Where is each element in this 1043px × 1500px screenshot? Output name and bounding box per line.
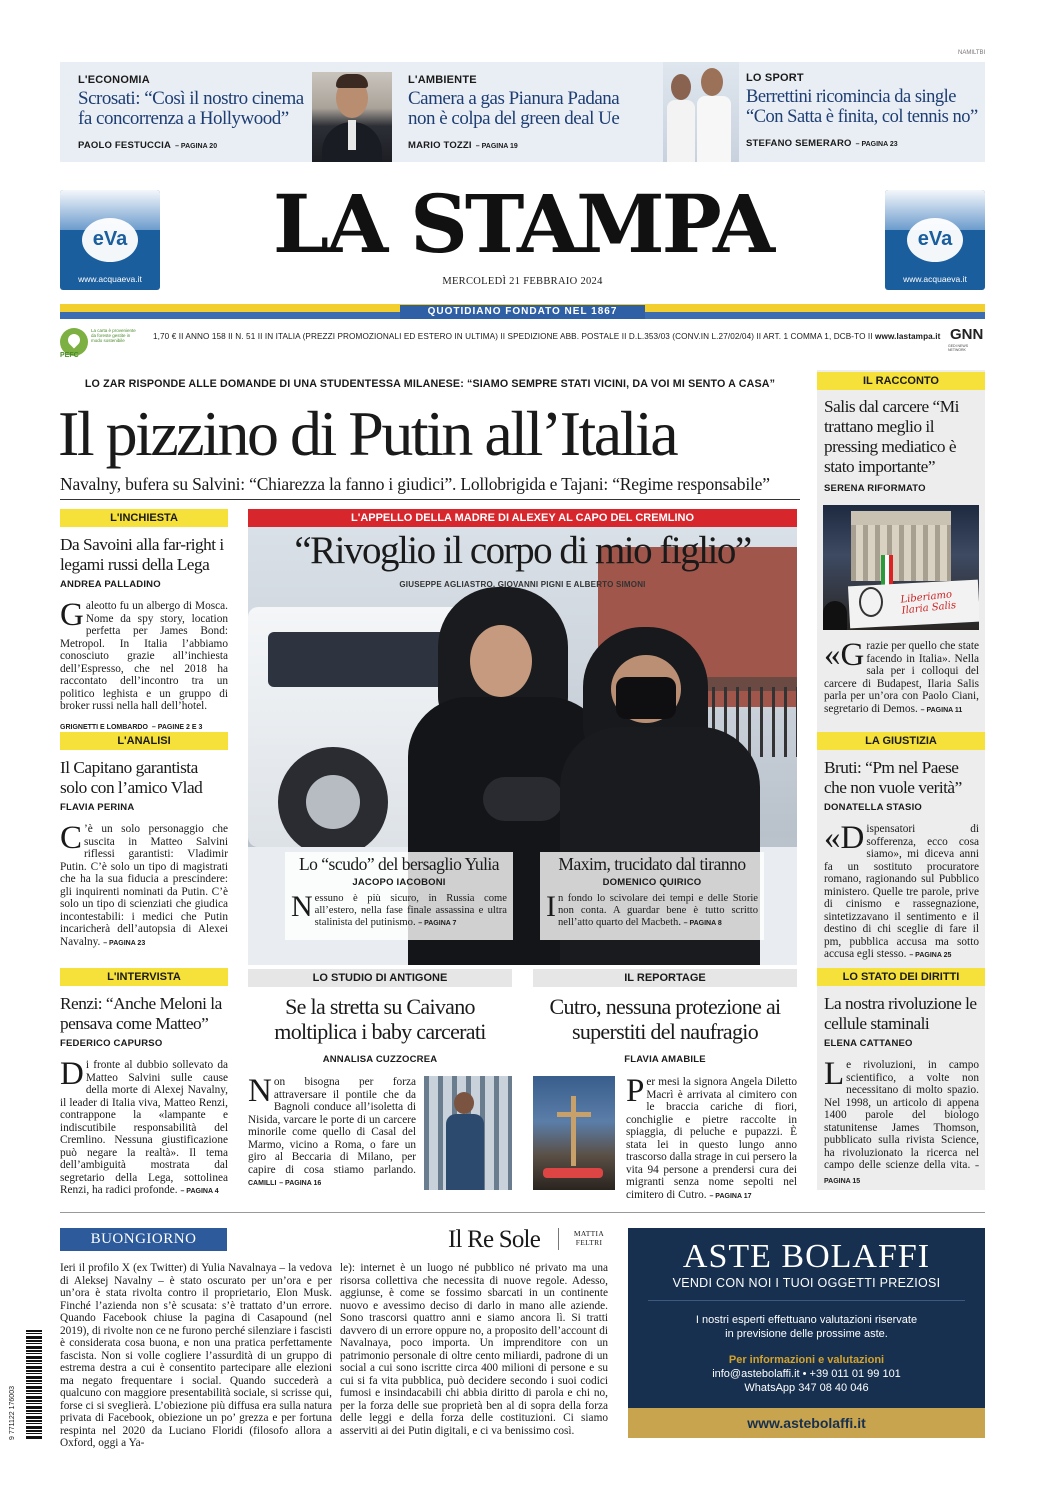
photo-youth-prison [424, 1076, 512, 1190]
teaser-page: – PAGINA 19 [475, 143, 518, 150]
article-title: Salis dal carcere “Mi trattano meglio il pressing mediatico è stato importante” [824, 397, 959, 476]
sub-title: Maxim, trucidato dal tiranno [558, 854, 746, 874]
article-cutro[interactable] [533, 969, 797, 1065]
teaser-author: PAOLO FESTUCCIA [78, 140, 172, 151]
teaser-section: L'ECONOMIA [78, 74, 150, 86]
eva-logo: eVa [92, 228, 128, 250]
edition-code: NAMILTBI [958, 50, 986, 56]
article-racconto[interactable] [817, 372, 985, 494]
pefc-note: La carta è proveniente da foreste gestite in modo sostenibile [91, 328, 136, 343]
drop-cap: «D [824, 820, 865, 856]
feature-quote[interactable]: “Rivoglio il corpo di mio figlio” [294, 529, 751, 572]
feature-banner: L'APPELLO DELLA MADRE DI ALEXEY AL CAPO DEL CREMLINO [248, 509, 797, 527]
article-antigone[interactable] [248, 969, 512, 1065]
article-page: – PAGINE 2 E 3 [151, 723, 203, 731]
buongiorno-author: MATTIA FELTRI [573, 1229, 605, 1247]
article-body: er mesi la signora Angela Diletto Macrì è arrivata al cimitero con le braccia cariche di fiori, conchiglie e pietre raccolte in spiaggia, di peluche e pupazzi. È stata lei in questo lungo anno trascorso dalla strage in cui persero la vita 94 persone a prendersi cura dei migranti senza nome sepolti nel cimitero di Cutro. [626, 1076, 797, 1201]
buongiorno-col1: Ieri il profilo X (ex Twitter) di Yulia Navalnaya – la vedova di Aleksej Navalny – è stato oscurato per un’ora e per un’ora è stata rivolta contro il proprietario, Elon Musk. Finché l’azienda non s’è scusata: s’è trattato d’un errore. Quando Facebook chiuse la pagina di Casapound (nel 2019), di rivolte non ce ne furono perché silenziare i fascisti è considerata cosa buona, e non una pratica perfettamente fascista. Non si volle cogliere l’assurdità di un gruppo di estrema destra a cui è consentito partecipare alle elezioni ma negato frequentare i social. Quando succederà a qualcuno con maggiore presentabilità sociale, si scrisse qui, forse ci si sveglierà. L’obiezione più diffusa era sulla natura privata di Facebook, obiezione un po’ grezza e per fortuna respinta nel 2020 da Luciano Floridi (filosofo allora a Oxford, oggi a Ya- [60, 1262, 332, 1449]
article-title: Bruti: “Pm nel Paese che non vuole verità” [824, 758, 962, 797]
info-bar [60, 326, 985, 362]
article-body: on bisogna per forza attraversare il pontile che da Bagnoli conduce all’isoletta di Nisida, varcare le porte di un carcere minorile come quello di Casal del Marmo, vicino a Roma, o fare un giro al Beccaria di Milano, per capire di cosa stiamo parlando. [248, 1076, 416, 1176]
article-antigone-body [248, 1073, 416, 1191]
teaser-economia[interactable] [78, 74, 310, 153]
article-diritti[interactable] [817, 968, 985, 1188]
teaser-title: Berrettini ricomincia da single “Con Satta è finita, col tennis no” [746, 87, 978, 127]
drop-cap: N [291, 890, 313, 923]
section-tag: LO STATO DEI DIRITTI [817, 968, 985, 986]
headline-subtitle: Navalny, bufera su Salvini: “Chiarezza la fanno i giudici”. Lollobrigida e Tajani: “Regime responsabile” [60, 474, 770, 494]
article-body: ispensatori di sofferenza, ecco cosa siamo», mi diceva anni fa un sostituto procuratore romano, ragionando sul Pubblico ministero. Quelle tre parole, prive di cinismo e rassegnazione, sintetizzavano il sentimento e il destino di chi sceglie di fare il pm, pubblica accusa ma sotto accusa egli stesso. [824, 823, 979, 960]
protest-banner-text: Liberiamo Ilaria Salis [900, 589, 957, 617]
article-title: Cutro, nessuna protezione ai superstiti del naufragio [549, 994, 781, 1044]
bolaffi-text2: in previsione delle prossime aste. [725, 1328, 888, 1340]
article-title: Se la stretta su Caivano moltiplica i baby carcerati [274, 994, 486, 1044]
article-credit: CAMILLI [248, 1180, 277, 1187]
bolaffi-subtitle: VENDI CON NOI I TUOI OGGETTI PREZIOSI [672, 1276, 941, 1290]
teaser-section: LO SPORT [746, 72, 804, 84]
photo-berrettini [663, 62, 739, 162]
article-author: FLAVIA AMABILE [624, 1054, 706, 1065]
section-tag: L'ANALISI [60, 732, 228, 750]
buongiorno-tag: BUONGIORNO [60, 1228, 227, 1251]
drop-cap: N [248, 1073, 272, 1109]
eva-logo: eVa [917, 228, 953, 250]
article-page: – PAGINA 4 [180, 1188, 219, 1195]
drop-cap: G [60, 597, 84, 633]
buongiorno-col2: le): internet è un luogo né pubblico né privato ma una risorsa collettiva che necessita di nuove regole. Adesso, aggiunse, è come se fossimo sbarcati in un continente nuovo e avessimo deciso di darlo in mano alle aziende. Sono trascorsi quattro anni e siamo ancora lì. Si tratti davvero di un errore oppure no, a proposito dell’account di Navalnaya, poco importa. Un imprenditore con un patrimonio personale di oltre cento miliardi, padrone di un social a cui sono iscritte circa 400 milioni di persone e su cui si fa vita pubblica, può decidere secondo i suoi codici fumosi e insindacabili chi abbia diritto di parola e chi no, per la forza delle sue proprietà ben al di sopra della forza delle leggi e della forza delle costituzioni. Ci siamo asserviti ai dei Putin digitali, e ci va benissimo così. [340, 1262, 608, 1437]
gnn-logo: GNN [950, 326, 984, 343]
article-page: – PAGINA 17 [709, 1192, 752, 1200]
founded-banner: QUOTIDIANO FONDATO NEL 1867 [400, 305, 645, 319]
photo-salis-protest [823, 505, 979, 630]
article-title: Renzi: “Anche Meloni la pensava come Matteo” [60, 994, 222, 1033]
ad-aste-bolaffi[interactable] [628, 1228, 985, 1438]
divider [648, 1300, 965, 1301]
portrait-photo-scrosati [312, 72, 392, 162]
article-body: e rivoluzioni, in campo scientifico, a volte non necessitano di molto spazio. Nel 1998, un articolo di appena 1400 parole del biologo statunitense James Thomson, pubblicato sulla rivista Science, ha rivoluzionato la ricerca nel campo delle scienze della vita. [824, 1059, 979, 1171]
feature-authors: GIUSEPPE AGLIASTRO, GIOVANNI PIGNI E ALBERTO SIMONI [399, 580, 646, 589]
eva-url: www.acquaeva.it [78, 274, 142, 284]
bolaffi-url[interactable]: www.astebolaffi.it [628, 1408, 985, 1438]
bolaffi-whatsapp[interactable]: WhatsApp 347 08 40 046 [744, 1382, 869, 1394]
lastampa-link[interactable]: www.lastampa.it [875, 332, 941, 341]
article-giustizia[interactable] [817, 732, 985, 963]
article-author: ELENA CATTANEO [824, 1038, 913, 1049]
article-title: Il Capitano garantista solo con l’amico Vlad [60, 758, 203, 797]
article-author: FEDERICO CAPURSO [60, 1038, 163, 1049]
teaser-author: STEFANO SEMERARO [746, 138, 852, 149]
sub-author: DOMENICO QUIRICO [602, 877, 702, 888]
headline-title[interactable]: Il pizzino di Putin all’Italia [58, 398, 677, 469]
section-tag: L'INCHIESTA [60, 509, 228, 527]
section-tag: IL REPORTAGE [533, 969, 797, 987]
article-body: aleotto fu un albergo di Mosca. Nome da spy story, location perfetta per James Bond: Metropol. In Italia l’abbiamo conosciuto grazie all’inchiesta dell’Espresso, che nel 2018 ha raccontato dell’incontro tra un politico leghista e un gruppo di broker russi nella hall dell’hotel. [60, 600, 228, 712]
teaser-title: Scrosati: “Così il nostro cinema fa concorrenza a Hollywood” [78, 88, 304, 129]
masthead-title: LA STAMPA [272, 177, 773, 271]
ad-eva-right[interactable] [885, 190, 985, 290]
section-tag: LO STUDIO DI ANTIGONE [248, 969, 512, 987]
section-tag: LA GIUSTIZIA [817, 732, 985, 750]
issue-details-text: 1,70 € II ANNO 158 II N. 51 II IN ITALIA (PREZZI PROMOZIONALI ED ESTERO IN ULTIMA) II SPEDIZIONE ABB. POSTALE II D.L.353/03 (CONV.IN L.27/02/04) II ART. 1 COMMA 1, DCB-TO II [153, 332, 873, 341]
article-racconto-body [824, 637, 979, 717]
sub-body: n fondo lo scivolare dei tempi e delle Storie non conta. A guardar bene è tutto scritto nell’atto quarto del Macbeth. [558, 893, 758, 928]
sub-page: – PAGINA 8 [683, 920, 722, 927]
article-author: ANNALISA CUZZOCREA [322, 1054, 438, 1065]
sub-author: JACOPO IACOBONI [352, 877, 446, 888]
divider [60, 499, 800, 500]
teaser-ambiente[interactable] [408, 74, 648, 153]
barcode-number: 9 771122 176003 [9, 1386, 16, 1440]
top-teaser-bar [60, 62, 985, 162]
headline-kicker: LO ZAR RISPONDE ALLE DOMANDE DI UNA STUDENTESSA MILANESE: “SIAMO SEMPRE STATI VICINI, DA VOI MI SENTO A CASA” [84, 378, 776, 390]
teaser-author: MARIO TOZZI [408, 140, 472, 151]
drop-cap: D [60, 1056, 84, 1092]
section-tag: L'INTERVISTA [60, 968, 228, 986]
article-page: – PAGINA 15 [824, 1163, 979, 1185]
article-author: DONATELLA STASIO [824, 802, 923, 813]
sub-title: Lo “scudo” del bersaglio Yulia [298, 854, 500, 874]
article-author: ANDREA PALLADINO [60, 579, 161, 590]
article-page: – PAGINA 23 [103, 939, 146, 947]
article-inchiesta[interactable] [60, 509, 228, 734]
sub-article-maxim[interactable] [540, 852, 764, 940]
ad-eva-left[interactable] [60, 190, 160, 290]
teaser-page: – PAGINA 23 [855, 141, 898, 148]
article-body: razie per quello che state facendo in Italia». Nella sala per i colloqui del carcere di Budapest, Ilaria Salis parla per un’ora con Paolo Ciani, segretario di Demos. [824, 640, 979, 715]
masthead-date: MERCOLEDÌ 21 FEBBRAIO 2024 [442, 276, 603, 287]
teaser-section: L'AMBIENTE [408, 74, 477, 86]
sub-article-yulia[interactable] [285, 852, 513, 940]
teaser-title: Camera a gas Pianura Padana non è colpa del green deal Ue [408, 88, 620, 129]
bolaffi-contact[interactable]: info@astebolaffi.it • +39 011 01 99 101 [712, 1368, 901, 1380]
teaser-sport[interactable] [746, 72, 984, 151]
article-title: La nostra rivoluzione le cellule staminali [824, 994, 977, 1033]
teaser-page: – PAGINA 20 [175, 143, 218, 150]
article-body: ’è un solo personaggio che suscita in Matteo Salvini riflessi garantisti: Vladimir Putin. C’è solo un tipo di magistrati che ha la sua fiducia a prescindere: gli inquirenti nominati da Putin. C’è solo un tipo di scienziati che giudica incontestabili: i medici che Putin incaricherà dell’autopsia di Alexei Navalny. [60, 823, 228, 948]
drop-cap-letter: G [840, 637, 865, 673]
drop-cap: P [626, 1073, 645, 1109]
divider [60, 1212, 985, 1213]
sub-body: essuno è più sicuro, in Russia come all’estero, nella fase finale assassina e ultra stalinista del putinismo. [314, 893, 507, 928]
drop-cap-letter: D [840, 820, 865, 856]
drop-cap: C [60, 820, 83, 856]
article-author: SERENA RIFORMATO [824, 483, 926, 494]
bolaffi-info-label: Per informazioni e valutazioni [728, 1354, 885, 1366]
article-page: – PAGINA 25 [909, 952, 952, 959]
gnn-sub: GEDI NEWS NETWORK [948, 344, 969, 352]
bolaffi-text1: I nostri esperti effettuano valutazioni riservate [695, 1314, 918, 1326]
issue-details [153, 332, 940, 341]
barcode [26, 1330, 42, 1440]
article-cutro-body [626, 1073, 797, 1203]
bolaffi-title: ASTE BOLAFFI [682, 1238, 931, 1275]
article-page: – PAGINA 16 [279, 1180, 322, 1187]
article-intervista[interactable] [60, 968, 228, 1199]
article-analisi[interactable] [60, 732, 228, 950]
article-body: i fronte al dubbio sollevato da Matteo Salvini sulle cause della morte di Alexej Navalny, il leader di Italia viva, Matteo Renzi, contrappone la «lampante e indiscutibile responsabilità del Cremlino. Nessuna giustificazione può negare la realtà». Il tema dell’ambiguità mostrata dal segretario della Lega, sottolinea Renzi, ha radici profonde. [60, 1059, 228, 1196]
divider [558, 1228, 559, 1250]
drop-cap: «G [824, 637, 865, 673]
article-credit: GRIGNETTI E LOMBARDO [60, 723, 148, 731]
eva-url: www.acquaeva.it [903, 274, 967, 284]
sub-page: – PAGINA 7 [418, 920, 457, 927]
section-tag: IL RACCONTO [817, 372, 985, 390]
article-page: – PAGINA 11 [920, 706, 963, 714]
drop-cap: L [824, 1056, 845, 1092]
article-author: FLAVIA PERINA [60, 802, 135, 813]
drop-cap: I [546, 890, 556, 923]
pefc-label: PEFC [60, 352, 79, 359]
article-title: Da Savoini alla far-right i legami russi della Lega [60, 535, 224, 574]
photo-cutro-memorial [533, 1076, 615, 1190]
buongiorno-title[interactable]: Il Re Sole [448, 1226, 540, 1253]
